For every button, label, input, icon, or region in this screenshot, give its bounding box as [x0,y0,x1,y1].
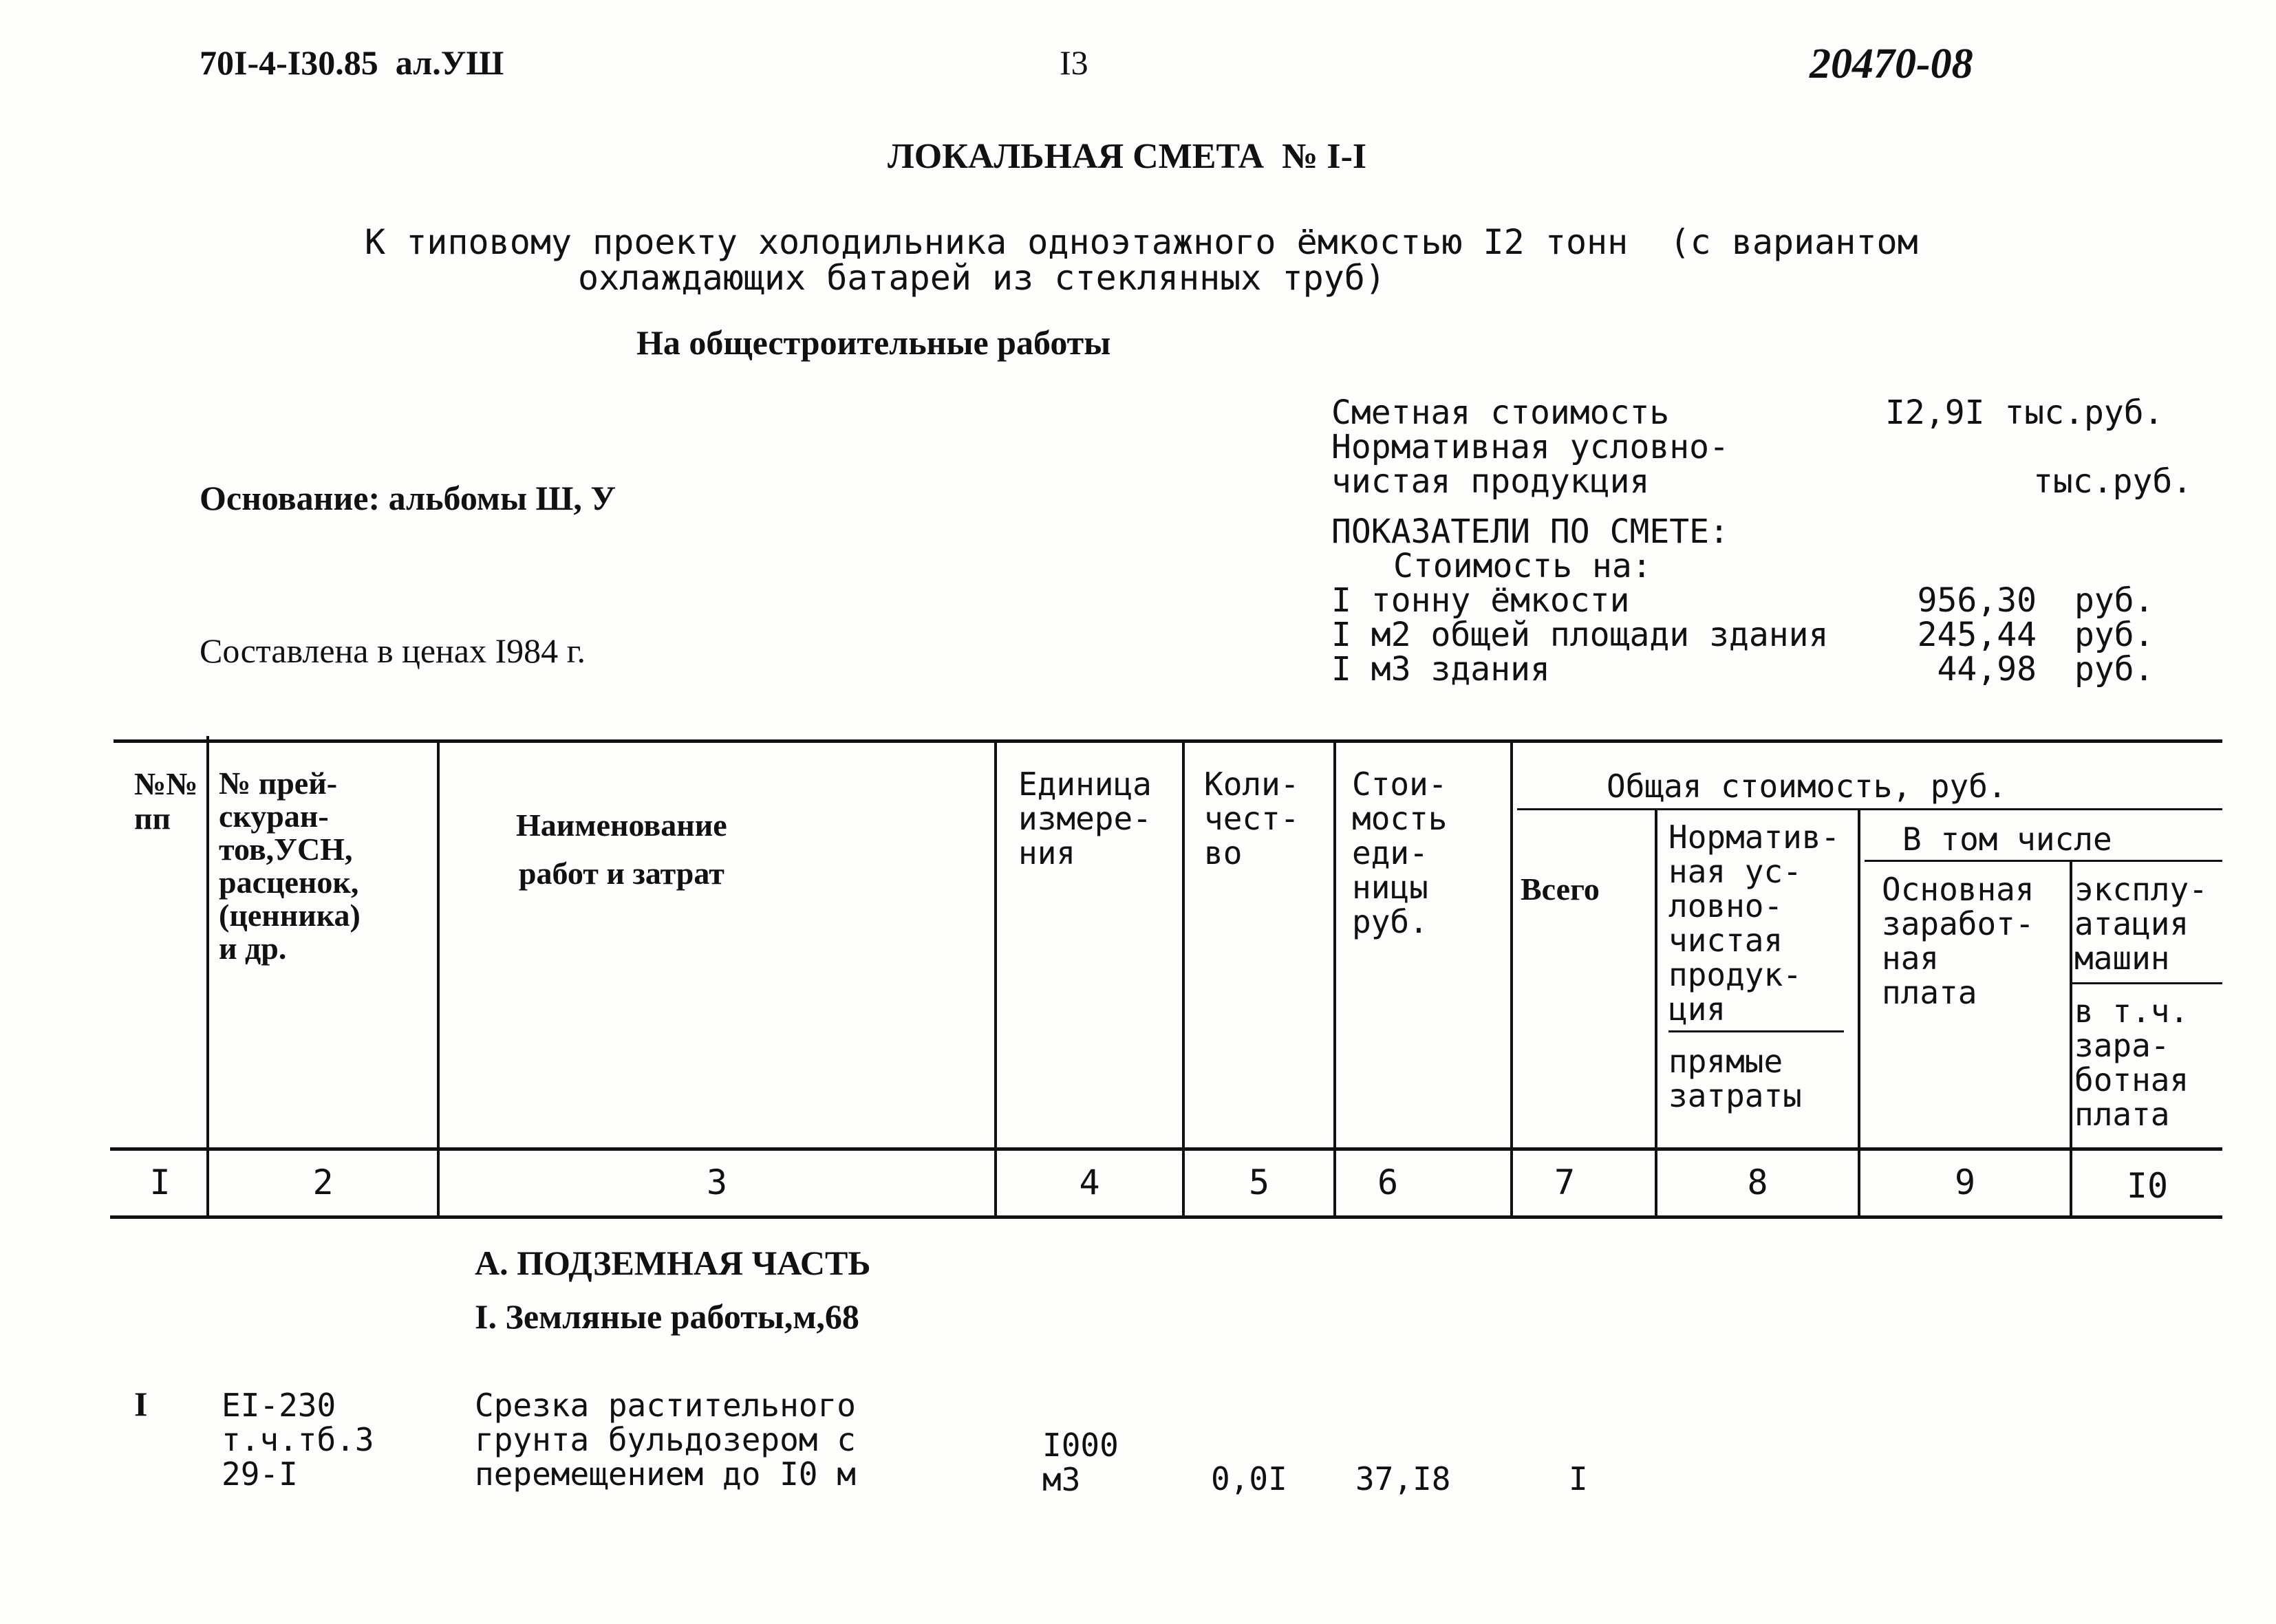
column-number: 9 [1954,1162,1976,1202]
header-price-reference: № прей- скуран- тов,УСН, расценок, (ценника) и др. [219,766,361,966]
table-top-border [114,739,2222,743]
subsection-heading: I. Земляные работы,м,68 [475,1297,859,1336]
column-number: 2 [312,1162,334,1202]
row-unit: I000 м3 [1042,1427,1119,1498]
header-incl-group: В том числе [1902,821,2112,858]
c8-divider [1668,1030,1844,1032]
incl-group-divider [1865,860,2222,862]
indicator-label: I тонну ёмкости [1331,581,1630,620]
normative-label-2: чистая продукция [1331,462,1650,501]
header-machine-salary: в т.ч. зара- ботная плата [2074,993,2189,1133]
estimated-cost-label: Сметная стоимость [1331,393,1670,432]
header-row-number: №№ пп [134,766,198,836]
indicator-unit: руб. [2074,650,2154,689]
indicator-label: I м2 общей площади здания [1331,616,1829,654]
column-number: 7 [1554,1162,1576,1202]
header-machine-operation: эксплу- атация машин [2074,871,2208,977]
header-direct-costs: прямые затраты [1668,1043,1802,1114]
indicator-value: 245,44 [1917,616,2037,654]
header-total: Всего [1521,871,1600,907]
row-quantity: 0,0I [1211,1460,1287,1497]
indicator-unit: руб. [2074,616,2154,654]
row-price-reference: ЕI-230 т.ч.тб.3 29-I [222,1387,374,1493]
indicator-value: 956,30 [1917,581,2037,620]
document-title: ЛОКАЛЬНАЯ СМЕТА № I-I [888,137,1367,176]
col-divider [206,736,209,1219]
row-unit-cost: 37,I8 [1355,1460,1451,1497]
col-divider [1182,739,1185,1219]
col-divider [1655,808,1657,1219]
column-number: 4 [1079,1162,1100,1202]
cost-per-label: Стоимость на: [1393,547,1652,585]
header-quantity: Коли- чест- во [1204,766,1300,871]
header-base-salary: Основная заработ- ная плата [1882,871,2035,1011]
indicator-label: I м3 здания [1331,650,1550,689]
price-basis: Составлена в ценах I984 г. [200,631,586,670]
column-number: 8 [1747,1162,1768,1202]
archive-number: 20470-08 [1810,41,1973,87]
header-total-group: Общая стоимость, руб. [1607,768,2007,805]
indicators-title: ПОКАЗАТЕЛИ ПО СМЕТЕ: [1331,512,1729,551]
row-work-name: Срезка растительного грунта бульдозером с перемещением до I0 м [475,1387,856,1493]
page-number: I3 [1060,43,1088,82]
header-unit-cost: Стои- мость еди- ницы руб. [1352,766,1448,940]
column-number: 6 [1377,1162,1399,1202]
header-normative-product: Норматив- ная ус- ловно- чистая продук- ция [1668,819,1840,1028]
col-divider [2070,860,2072,1219]
header-work-name: Наименование работ и затрат [516,808,727,891]
subtitle-line-2: охлаждающих батарей из стеклянных труб) [578,258,1386,298]
header-bottom-border [110,1147,2222,1151]
col-divider [994,739,997,1219]
column-numbers-bottom-border [110,1215,2222,1219]
column-number: I [149,1162,171,1202]
col-divider [1858,808,1860,1219]
row-total: I [1569,1460,1588,1497]
total-group-divider [1517,808,2222,810]
section-heading: А. ПОДЗЕМНАЯ ЧАСТЬ [475,1244,871,1282]
col-divider [1333,739,1336,1219]
col-divider [1510,739,1513,1219]
normative-label-1: Нормативная условно- [1331,428,1729,466]
col-divider [437,739,440,1219]
subtitle-line-1: К типовому проекту холодильника одноэтажного ёмкостью I2 тонн (с вариантом [365,222,1918,262]
basis: Основание: альбомы Ш, У [200,479,616,517]
work-type: На общестроительные работы [636,323,1111,362]
estimated-cost-value: I2,9I тыс.руб. [1885,393,2164,432]
column-number: 5 [1248,1162,1270,1202]
normative-value: тыс.руб. [2033,462,2193,501]
c10-divider [2071,982,2222,984]
row-number: I [134,1385,148,1423]
indicator-value: 44,98 [1937,650,2037,689]
column-number: 3 [706,1162,728,1202]
document-code: 70I-4-I30.85 ал.УШ [200,43,504,82]
header-unit: Единица измере- ния [1018,766,1152,871]
indicator-unit: руб. [2074,581,2154,620]
column-number: I0 [2126,1166,2169,1206]
